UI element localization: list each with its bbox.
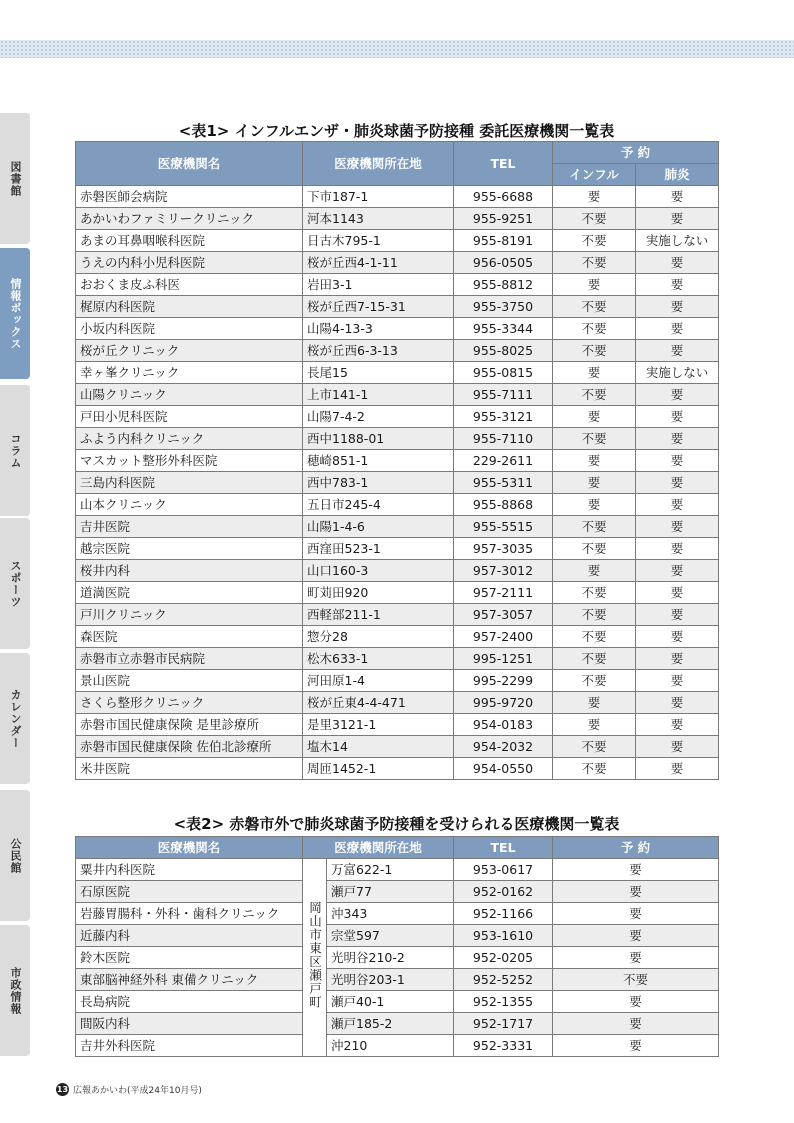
- table-row: [76, 516, 719, 538]
- side-tab-label: 情報ボックス: [9, 277, 22, 350]
- cell-tel: 957-3057: [454, 604, 553, 626]
- cell-pneumo-reservation: 要: [636, 516, 719, 538]
- cell-name: 山本クリニック: [76, 494, 303, 516]
- cell-tel: 955-8025: [454, 340, 553, 362]
- cell-name: 梶原内科医院: [76, 296, 303, 318]
- cell-pneumo-reservation: 要: [636, 296, 719, 318]
- cell-address: 光明谷203-1: [327, 969, 454, 991]
- cell-influ-reservation: 不要: [553, 648, 636, 670]
- cell-address: 河本1143: [303, 208, 454, 230]
- cell-tel: 957-3035: [454, 538, 553, 560]
- cell-address: 桜が丘西7-15-31: [303, 296, 454, 318]
- cell-pneumo-reservation: 要: [636, 252, 719, 274]
- cell-influ-reservation: 不要: [553, 758, 636, 780]
- cell-influ-reservation: 要: [553, 186, 636, 208]
- table-row: [76, 340, 719, 362]
- cell-name: 戸川クリニック: [76, 604, 303, 626]
- table-row: [76, 296, 719, 318]
- cell-name: 赤磐市立赤磐市民病院: [76, 648, 303, 670]
- cell-address: 日古木795-1: [303, 230, 454, 252]
- cell-address: 岩田3-1: [303, 274, 454, 296]
- table-row: [76, 670, 719, 692]
- cell-address: 松木633-1: [303, 648, 454, 670]
- table-row: [76, 494, 719, 516]
- table-row: [76, 582, 719, 604]
- side-tab-label: スポーツ: [9, 559, 22, 608]
- cell-tel: 955-8191: [454, 230, 553, 252]
- cell-name: あかいわファミリークリニック: [76, 208, 303, 230]
- cell-address: 五日市245-4: [303, 494, 454, 516]
- cell-pneumo-reservation: 要: [636, 186, 719, 208]
- cell-reservation: 要: [553, 859, 719, 881]
- table-row: [76, 252, 719, 274]
- cell-name: 吉井外科医院: [76, 1035, 303, 1057]
- cell-tel: 953-0617: [454, 859, 553, 881]
- cell-name: 近藤内科: [76, 925, 303, 947]
- cell-address: 是里3121-1: [303, 714, 454, 736]
- cell-influ-reservation: 要: [553, 406, 636, 428]
- cell-address: 光明谷210-2: [327, 947, 454, 969]
- cell-address: 西窪田523-1: [303, 538, 454, 560]
- cell-tel: 957-3012: [454, 560, 553, 582]
- cell-tel: 955-6688: [454, 186, 553, 208]
- table1-header-influ: インフル: [553, 164, 636, 186]
- table-row: [76, 881, 719, 903]
- cell-address: 西中783-1: [303, 472, 454, 494]
- cell-address: 塩木14: [303, 736, 454, 758]
- table2-outside-city-pneumococcal: [75, 836, 719, 1057]
- cell-address: 山陽4-13-3: [303, 318, 454, 340]
- table-row: [76, 626, 719, 648]
- cell-influ-reservation: 不要: [553, 252, 636, 274]
- cell-influ-reservation: 不要: [553, 428, 636, 450]
- cell-name: 東部脳神経外科 東備クリニック: [76, 969, 303, 991]
- side-tab-label: 市政情報: [9, 966, 22, 1015]
- cell-influ-reservation: 不要: [553, 208, 636, 230]
- cell-pneumo-reservation: 要: [636, 340, 719, 362]
- cell-tel: 952-0162: [454, 881, 553, 903]
- cell-influ-reservation: 不要: [553, 626, 636, 648]
- cell-pneumo-reservation: 要: [636, 208, 719, 230]
- cell-pneumo-reservation: 要: [636, 648, 719, 670]
- table-row: [76, 384, 719, 406]
- cell-address: 山陽7-4-2: [303, 406, 454, 428]
- table-row: [76, 859, 719, 881]
- cell-tel: 995-9720: [454, 692, 553, 714]
- cell-pneumo-reservation: 実施しない: [636, 230, 719, 252]
- top-decorative-band: [0, 40, 794, 58]
- cell-influ-reservation: 不要: [553, 582, 636, 604]
- side-tab-label: コラム: [9, 432, 22, 469]
- footer-publication: 広報あかいわ(平成24年10月号): [73, 1086, 202, 1096]
- table2-header-tel: TEL: [454, 837, 553, 859]
- cell-pneumo-reservation: 要: [636, 692, 719, 714]
- city-label: 岡山市東区瀬戸町: [307, 900, 323, 1009]
- cell-tel: 952-1355: [454, 991, 553, 1013]
- cell-address: 上市141-1: [303, 384, 454, 406]
- cell-influ-reservation: 不要: [553, 296, 636, 318]
- table-row: [76, 903, 719, 925]
- cell-name: 桜が丘クリニック: [76, 340, 303, 362]
- cell-tel: 952-0205: [454, 947, 553, 969]
- cell-name: 道満医院: [76, 582, 303, 604]
- cell-reservation: 要: [553, 991, 719, 1013]
- cell-tel: 954-0183: [454, 714, 553, 736]
- cell-address: 惣分28: [303, 626, 454, 648]
- cell-tel: 995-2299: [454, 670, 553, 692]
- cell-tel: 955-7110: [454, 428, 553, 450]
- cell-tel: 952-3331: [454, 1035, 553, 1057]
- cell-pneumo-reservation: 要: [636, 274, 719, 296]
- table-row: [76, 406, 719, 428]
- cell-pneumo-reservation: 要: [636, 560, 719, 582]
- cell-reservation: 要: [553, 881, 719, 903]
- cell-reservation: 要: [553, 1013, 719, 1035]
- cell-influ-reservation: 不要: [553, 230, 636, 252]
- table-row: [76, 428, 719, 450]
- cell-name: さくら整形クリニック: [76, 692, 303, 714]
- cell-name: 桜井内科: [76, 560, 303, 582]
- cell-name: あまの耳鼻咽喉科医院: [76, 230, 303, 252]
- cell-influ-reservation: 要: [553, 472, 636, 494]
- table2-header-address: 医療機関所在地: [303, 837, 454, 859]
- cell-tel: 952-1166: [454, 903, 553, 925]
- table-row: [76, 648, 719, 670]
- cell-name: 山陽クリニック: [76, 384, 303, 406]
- cell-pneumo-reservation: 要: [636, 472, 719, 494]
- cell-address: 桜が丘西6-3-13: [303, 340, 454, 362]
- cell-name: おおくま皮ふ科医: [76, 274, 303, 296]
- cell-name: ふよう内科クリニック: [76, 428, 303, 450]
- cell-name: うえの内科小児科医院: [76, 252, 303, 274]
- cell-address: 穂崎851-1: [303, 450, 454, 472]
- table-row: [76, 991, 719, 1013]
- side-tab-label: カレンダー: [9, 688, 22, 749]
- cell-name: 景山医院: [76, 670, 303, 692]
- cell-influ-reservation: 要: [553, 274, 636, 296]
- table-row: [76, 208, 719, 230]
- cell-address: 万富622-1: [327, 859, 454, 881]
- table-row: [76, 714, 719, 736]
- cell-address: 山口160-3: [303, 560, 454, 582]
- side-tab-label: 公民館: [9, 837, 22, 874]
- cell-address: 沖210: [327, 1035, 454, 1057]
- table-row: [76, 560, 719, 582]
- side-tab-6[interactable]: [0, 925, 30, 1056]
- cell-reservation: 要: [553, 1035, 719, 1057]
- cell-influ-reservation: 要: [553, 362, 636, 384]
- cell-name: 小坂内科医院: [76, 318, 303, 340]
- cell-pneumo-reservation: 要: [636, 494, 719, 516]
- cell-pneumo-reservation: 要: [636, 450, 719, 472]
- side-tab-0[interactable]: [0, 113, 30, 244]
- cell-name: 幸ヶ峯クリニック: [76, 362, 303, 384]
- city-label-cell: [303, 859, 327, 1057]
- cell-tel: 229-2611: [454, 450, 553, 472]
- table-row: [76, 947, 719, 969]
- table-row: [76, 1035, 719, 1057]
- cell-influ-reservation: 不要: [553, 340, 636, 362]
- table2-header-reservation: 予 約: [553, 837, 719, 859]
- table-row: [76, 472, 719, 494]
- table1-header-tel: TEL: [454, 142, 553, 186]
- cell-address: 西中1188-01: [303, 428, 454, 450]
- cell-influ-reservation: 要: [553, 692, 636, 714]
- table-row: [76, 318, 719, 340]
- cell-influ-reservation: 不要: [553, 538, 636, 560]
- cell-pneumo-reservation: 要: [636, 384, 719, 406]
- cell-name: 粟井内科医院: [76, 859, 303, 881]
- cell-pneumo-reservation: 要: [636, 318, 719, 340]
- cell-tel: 953-1610: [454, 925, 553, 947]
- table-row: [76, 362, 719, 384]
- cell-name: 石原医院: [76, 881, 303, 903]
- cell-tel: 955-5515: [454, 516, 553, 538]
- cell-name: 岩藤胃腸科・外科・歯科クリニック: [76, 903, 303, 925]
- table-row: [76, 450, 719, 472]
- side-tab-5[interactable]: [0, 790, 30, 921]
- cell-tel: 957-2400: [454, 626, 553, 648]
- cell-tel: 957-2111: [454, 582, 553, 604]
- cell-address: 町苅田920: [303, 582, 454, 604]
- side-tab-2[interactable]: [0, 385, 30, 516]
- cell-name: 赤磐医師会病院: [76, 186, 303, 208]
- cell-pneumo-reservation: 要: [636, 714, 719, 736]
- cell-address: 西軽部211-1: [303, 604, 454, 626]
- cell-pneumo-reservation: 要: [636, 604, 719, 626]
- table1-header-pneumo: 肺炎: [636, 164, 719, 186]
- table1-header-reservation: 予 約: [553, 142, 719, 164]
- cell-address: 河田原1-4: [303, 670, 454, 692]
- cell-name: 鈴木医院: [76, 947, 303, 969]
- cell-tel: 952-1717: [454, 1013, 553, 1035]
- cell-tel: 955-9251: [454, 208, 553, 230]
- cell-address: 長尾15: [303, 362, 454, 384]
- cell-pneumo-reservation: 要: [636, 406, 719, 428]
- cell-name: 米井医院: [76, 758, 303, 780]
- table1-header-name: 医療機関名: [76, 142, 303, 186]
- table-row: [76, 230, 719, 252]
- cell-pneumo-reservation: 要: [636, 758, 719, 780]
- cell-name: 赤磐市国民健康保険 是里診療所: [76, 714, 303, 736]
- cell-reservation: 要: [553, 947, 719, 969]
- cell-address: 瀬戸77: [327, 881, 454, 903]
- cell-tel: 955-3750: [454, 296, 553, 318]
- cell-tel: 955-8868: [454, 494, 553, 516]
- table-row: [76, 692, 719, 714]
- cell-name: マスカット整形外科医院: [76, 450, 303, 472]
- table-row: [76, 1013, 719, 1035]
- table1-header-address: 医療機関所在地: [303, 142, 454, 186]
- cell-tel: 955-7111: [454, 384, 553, 406]
- cell-pneumo-reservation: 実施しない: [636, 362, 719, 384]
- cell-name: 森医院: [76, 626, 303, 648]
- cell-tel: 955-3344: [454, 318, 553, 340]
- cell-tel: 995-1251: [454, 648, 553, 670]
- table-row: [76, 604, 719, 626]
- cell-tel: 955-8812: [454, 274, 553, 296]
- cell-pneumo-reservation: 要: [636, 736, 719, 758]
- cell-influ-reservation: 不要: [553, 516, 636, 538]
- cell-address: 下市187-1: [303, 186, 454, 208]
- cell-tel: 954-0550: [454, 758, 553, 780]
- side-tab-3[interactable]: [0, 518, 30, 649]
- cell-name: 戸田小児科医院: [76, 406, 303, 428]
- cell-address: 沖343: [327, 903, 454, 925]
- cell-address: 山陽1-4-6: [303, 516, 454, 538]
- table-row: [76, 736, 719, 758]
- cell-address: 桜が丘西4-1-11: [303, 252, 454, 274]
- side-tab-1[interactable]: [0, 248, 30, 379]
- table-row: [76, 758, 719, 780]
- cell-influ-reservation: 要: [553, 560, 636, 582]
- cell-name: 越宗医院: [76, 538, 303, 560]
- cell-tel: 954-2032: [454, 736, 553, 758]
- cell-reservation: 要: [553, 925, 719, 947]
- cell-address: 桜が丘東4-4-471: [303, 692, 454, 714]
- page-footer: [56, 1083, 202, 1096]
- cell-influ-reservation: 不要: [553, 736, 636, 758]
- cell-pneumo-reservation: 要: [636, 582, 719, 604]
- page-number-badge: 13: [56, 1085, 69, 1094]
- table-row: [76, 925, 719, 947]
- cell-tel: 952-5252: [454, 969, 553, 991]
- table-row: [76, 538, 719, 560]
- cell-pneumo-reservation: 要: [636, 670, 719, 692]
- cell-name: 赤磐市国民健康保険 佐伯北診療所: [76, 736, 303, 758]
- table1-influenza-pneumococcal: [75, 141, 719, 780]
- cell-address: 瀬戸40-1: [327, 991, 454, 1013]
- side-tab-4[interactable]: [0, 653, 30, 784]
- cell-reservation: 不要: [553, 969, 719, 991]
- cell-name: 吉井医院: [76, 516, 303, 538]
- cell-tel: 955-0815: [454, 362, 553, 384]
- table-row: [76, 186, 719, 208]
- cell-influ-reservation: 不要: [553, 604, 636, 626]
- cell-influ-reservation: 不要: [553, 670, 636, 692]
- cell-influ-reservation: 不要: [553, 318, 636, 340]
- cell-pneumo-reservation: 要: [636, 626, 719, 648]
- cell-name: 長島病院: [76, 991, 303, 1013]
- table2-header-name: 医療機関名: [76, 837, 303, 859]
- cell-address: 瀬戸185-2: [327, 1013, 454, 1035]
- table-row: [76, 274, 719, 296]
- table1-title: <表1> インフルエンザ・肺炎球菌予防接種 委託医療機関一覧表: [178, 122, 615, 140]
- cell-influ-reservation: 不要: [553, 384, 636, 406]
- table-row: [76, 969, 719, 991]
- cell-address: 周匝1452-1: [303, 758, 454, 780]
- cell-influ-reservation: 要: [553, 450, 636, 472]
- cell-tel: 955-3121: [454, 406, 553, 428]
- cell-influ-reservation: 要: [553, 714, 636, 736]
- cell-tel: 955-5311: [454, 472, 553, 494]
- cell-pneumo-reservation: 要: [636, 428, 719, 450]
- cell-pneumo-reservation: 要: [636, 538, 719, 560]
- cell-tel: 956-0505: [454, 252, 553, 274]
- side-tab-label: 図書館: [9, 160, 22, 197]
- cell-reservation: 要: [553, 903, 719, 925]
- cell-name: 三島内科医院: [76, 472, 303, 494]
- cell-name: 間阪内科: [76, 1013, 303, 1035]
- cell-address: 宗堂597: [327, 925, 454, 947]
- table2-title: <表2> 赤磐市外で肺炎球菌予防接種を受けられる医療機関一覧表: [173, 815, 620, 833]
- cell-influ-reservation: 要: [553, 494, 636, 516]
